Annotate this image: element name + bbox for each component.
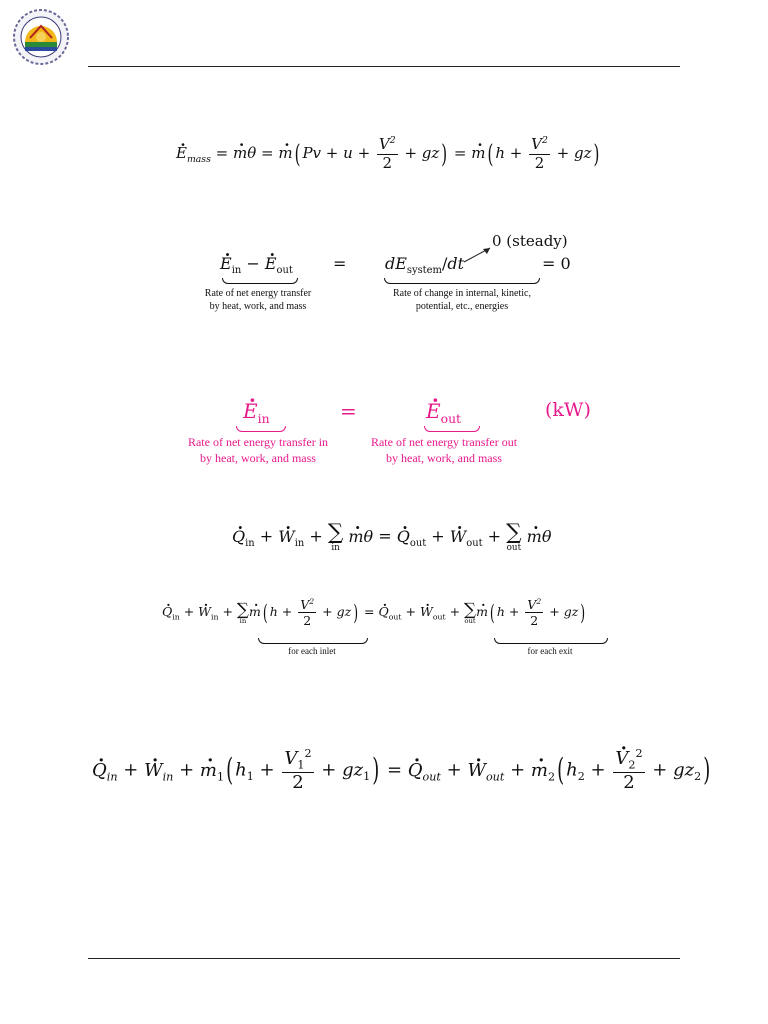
university-seal-logo <box>12 8 70 66</box>
equation-inlet-exit: · $Q_{in}$ + · $W_{in}$ + ∑ in · m ( h + $\frac{V^2}{2}$ + gz ) = · $Q_{out}$ + · $W_{out}$ + ∑ out · m ( h + $\frac{V^2}{2}$ + gz ) <box>162 598 587 627</box>
footer-rule <box>88 958 680 959</box>
note-each-inlet: for each inlet <box>288 646 336 656</box>
equation-single-stream: · $Q_{in}$ + · $W_{in}$ + · $m_1$ ( $h_1$ + $\frac{V_1^2}{2}$ + $gz_1$ ) = · $Q_{out}$ + · $W_{out}$ + · $m_2$ ( $h_2$ + · $\frac{V_2^2}{2}$ + $gz_2$ ) <box>92 748 712 793</box>
note-transfer-in: Rate of net energy transfer in by heat, work, and mass <box>187 435 329 465</box>
equation-general-energy: · $Q_{in}$ + · $W_{in}$ + ∑ in · mθ = · $Q_{out}$ + · $W_{out}$ + ∑ out · mθ <box>232 522 551 552</box>
note-net-transfer: Rate of net energy transfer by heat, work, and mass <box>204 288 312 312</box>
note-transfer-out: Rate of net energy transfer out by heat, work, and mass <box>370 435 518 465</box>
steady-arrow-icon <box>462 244 494 264</box>
brace-left <box>222 278 298 284</box>
eq3-rhs: · $E_{out}$ <box>426 399 461 426</box>
eq2-equals-zero: = 0 <box>542 254 571 273</box>
eq2-lhs: · $E_{in}$ − · $E_{out}$ <box>220 254 293 276</box>
seal-icon <box>12 8 70 66</box>
eq3-equals: = <box>340 399 357 423</box>
brace-in <box>236 426 286 432</box>
eq3-lhs: · $E_{in}$ <box>243 399 270 426</box>
steady-label: 0 (steady) <box>492 232 568 250</box>
eq3-unit: (kW) <box>545 399 591 421</box>
brace-out <box>424 426 480 432</box>
header-rule <box>88 66 680 67</box>
note-each-exit: for each exit <box>527 646 573 656</box>
brace-exit <box>494 638 608 644</box>
equation-energy-mass: · $E_{mass}$ = · mθ = · m ( Pv + u + $\frac{V^2}{2}$ + gz ) = · m ( h + $\frac{V^2}{2}$ + gz ) <box>176 136 601 172</box>
eq2-rhs: $dE_{system}/dt$ <box>385 254 464 277</box>
brace-right <box>384 278 540 284</box>
eq2-equals: = <box>333 254 347 273</box>
note-rate-change: Rate of change in internal, kinetic, potential, etc., energies <box>392 288 531 312</box>
brace-inlet <box>258 638 368 644</box>
